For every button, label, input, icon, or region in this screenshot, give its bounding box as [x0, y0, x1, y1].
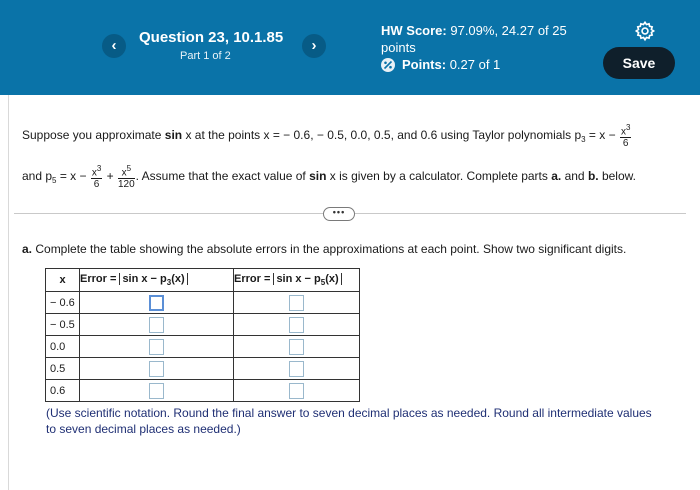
- x-value: − 0.5: [46, 314, 80, 336]
- part-a-prompt: [22, 242, 626, 256]
- answer-cell: [234, 336, 360, 358]
- part-a-ref: a.: [551, 168, 562, 183]
- answer-input[interactable]: [149, 361, 164, 377]
- problem-line-2: [22, 163, 636, 190]
- answer-input[interactable]: [289, 361, 304, 377]
- answer-cell: [80, 336, 234, 358]
- part-a-text: Complete the table showing the absolute errors in the approximations at each point. Show two significant digits.: [32, 242, 627, 256]
- exponent: 3: [96, 164, 102, 173]
- answer-input[interactable]: [289, 295, 304, 311]
- header-text: Error =: [80, 272, 120, 285]
- frac-num: x: [91, 167, 97, 179]
- partial-credit-icon: [381, 58, 395, 72]
- part-b-ref: b.: [587, 168, 599, 183]
- part-a-label: a.: [22, 242, 33, 256]
- problem-line-1: [22, 122, 632, 149]
- rounding-instructions: (Use scientific notation. Round the final answer to seven decimal places as needed. Round all intermediate values to seven decimal places as needed.): [46, 406, 652, 436]
- error-table: [45, 268, 360, 402]
- p3-subscript: 3: [581, 135, 586, 145]
- frac-den: 120: [117, 179, 135, 191]
- answer-cell: [234, 314, 360, 336]
- answer-input[interactable]: [149, 317, 164, 333]
- x-value: 0.6: [46, 380, 80, 402]
- points-status: [381, 57, 500, 72]
- table-row: [46, 314, 360, 336]
- header-text: Error =: [234, 272, 274, 285]
- problem-text: x at the points x = − 0.6, − 0.5, 0.0, 0.5, and 0.6 using Taylor polynomials p: [182, 127, 582, 142]
- table-row: [46, 336, 360, 358]
- save-button[interactable]: Save: [603, 47, 675, 79]
- answer-cell: [234, 380, 360, 402]
- exponent: 3: [625, 123, 631, 132]
- points-value: 0.27 of 1: [449, 57, 501, 72]
- expand-more-button[interactable]: •••: [323, 207, 355, 221]
- answer-input[interactable]: [149, 383, 164, 399]
- answer-cell: [80, 292, 234, 314]
- answer-cell: [80, 380, 234, 402]
- x-value: 0.0: [46, 336, 80, 358]
- frac-num: x: [121, 167, 127, 179]
- x-value: 0.5: [46, 358, 80, 380]
- points-label: Points:: [402, 57, 447, 72]
- answer-input[interactable]: [149, 295, 164, 311]
- table-row: [46, 380, 360, 402]
- fraction-x3-over-6: [620, 122, 631, 149]
- problem-text: and: [561, 168, 588, 183]
- problem-text: . Assume that the exact value of: [135, 168, 310, 183]
- problem-text: below.: [598, 168, 636, 183]
- table-row: [46, 358, 360, 380]
- sin-bold: sin: [164, 127, 183, 142]
- part-label: Part 1 of 2: [180, 50, 231, 62]
- frac-num: x: [620, 126, 626, 138]
- hw-score-label: HW Score:: [381, 23, 447, 38]
- fraction-x3-over-6: [91, 163, 102, 190]
- header-text: sin x − p: [122, 272, 167, 285]
- exponent: 5: [126, 164, 132, 173]
- header-bar: [0, 0, 700, 95]
- header-text: (x): [325, 272, 339, 285]
- answer-cell: [234, 292, 360, 314]
- col-x-header: x: [46, 269, 80, 292]
- table-row: [46, 292, 360, 314]
- table-header-row: [46, 269, 360, 292]
- answer-cell: [80, 358, 234, 380]
- answer-cell: [80, 314, 234, 336]
- x-value: − 0.6: [46, 292, 80, 314]
- col-error-p5-header: [234, 269, 360, 292]
- header-sub: 3: [166, 278, 172, 288]
- problem-text: +: [103, 168, 117, 183]
- answer-input[interactable]: [289, 339, 304, 355]
- sin-bold: sin: [309, 168, 327, 183]
- frac-den: 6: [93, 179, 100, 191]
- gear-icon[interactable]: [634, 20, 656, 42]
- problem-text: and p: [22, 168, 53, 183]
- fraction-x5-over-120: [118, 163, 135, 190]
- answer-input[interactable]: [149, 339, 164, 355]
- problem-text: x is given by a calculator. Complete parts: [326, 168, 552, 183]
- hw-score-value: 97.09%, 24.27 of 25 points: [381, 23, 567, 55]
- answer-cell: [234, 358, 360, 380]
- answer-input[interactable]: [289, 317, 304, 333]
- problem-text: = x −: [585, 127, 619, 142]
- header-sub: 5: [320, 278, 326, 288]
- problem-text: Suppose you approximate: [22, 127, 165, 142]
- prev-question-button[interactable]: ‹: [102, 34, 126, 58]
- answer-input[interactable]: [289, 383, 304, 399]
- frac-den: 6: [622, 138, 629, 150]
- problem-text: = x −: [56, 168, 90, 183]
- next-question-button[interactable]: ›: [302, 34, 326, 58]
- col-error-p3-header: [80, 269, 234, 292]
- header-text: sin x − p: [276, 272, 321, 285]
- content-border: [8, 95, 9, 490]
- hw-score: [381, 22, 581, 56]
- question-title: Question 23, 10.1.85: [139, 29, 284, 46]
- p5-subscript: 5: [52, 176, 57, 186]
- header-text: (x): [171, 272, 185, 285]
